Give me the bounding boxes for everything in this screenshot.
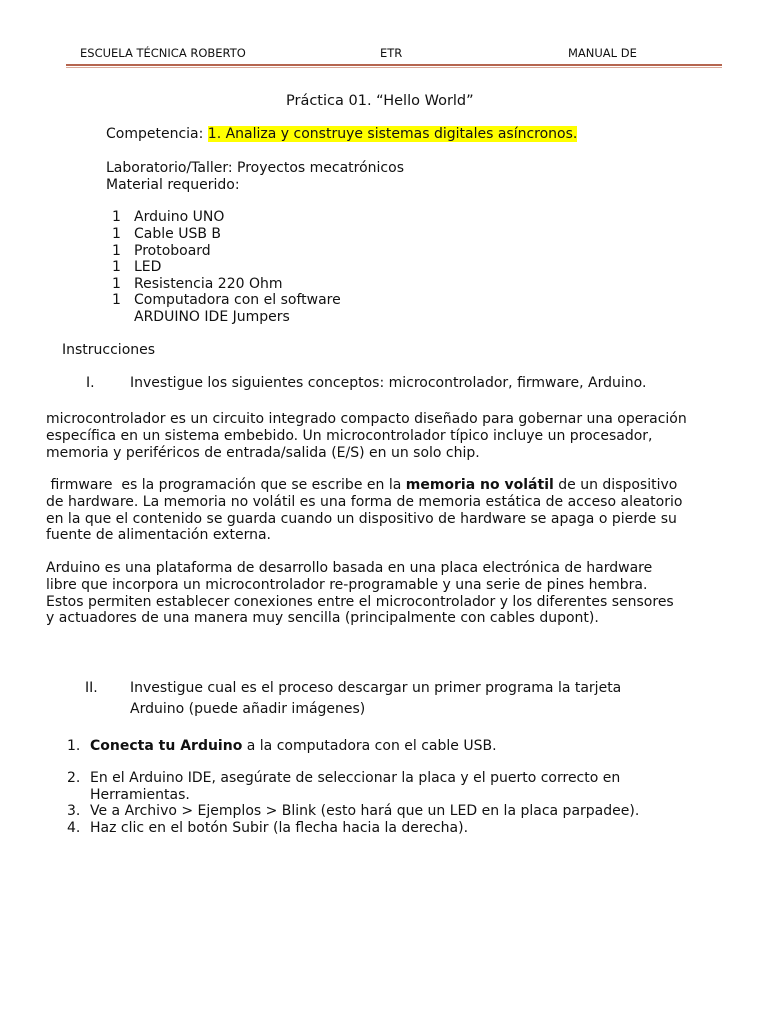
competencia-label: Competencia:: [106, 126, 208, 142]
step-1-bold: Conecta tu Arduino: [90, 738, 243, 754]
header-rule-thin: [66, 67, 722, 68]
step-number: 2.: [67, 770, 81, 786]
header-code: ETR: [380, 46, 403, 60]
material-name: Computadora con el software: [134, 292, 341, 308]
paragraph-line: específica en un sistema embebido. Un microcontrolador típico incluye un procesador,: [46, 427, 653, 444]
section-2-text-line-2: Arduino (puede añadir imágenes): [130, 701, 366, 717]
step-item-2: [67, 770, 620, 803]
material-label: Material requerido:: [106, 177, 240, 193]
laboratorio-line: Laboratorio/Taller: Proyectos mecatrónicos: [106, 160, 404, 176]
paragraph-line: libre que incorpora un microcontrolador re-programable y una serie de pines hembra.: [46, 576, 648, 593]
competencia-line: [106, 126, 577, 142]
firmware-text-pre: firmware es la programación que se escribe en la: [46, 477, 406, 493]
competencia-value: 1. Analiza y construye sistemas digitales asíncronos.: [207, 126, 578, 142]
material-name: Cable USB B: [134, 226, 221, 242]
paragraph-arduino: [46, 560, 746, 627]
header-rule: [66, 64, 722, 66]
paragraph-line: de hardware. La memoria no volátil es una forma de memoria estática de acceso aleatorio: [46, 493, 683, 510]
section-2-text-line-1: Investigue cual es el proceso descargar un primer programa la tarjeta: [130, 680, 622, 696]
material-name: Arduino UNO: [134, 209, 225, 225]
step-2-text: En el Arduino IDE, asegúrate de seleccionar la placa y el puerto correcto en: [90, 770, 621, 786]
section-2-number: II.: [85, 680, 98, 696]
material-qty: 1: [112, 259, 121, 275]
material-name: ARDUINO IDE Jumpers: [134, 309, 290, 325]
instrucciones-heading: Instrucciones: [62, 342, 156, 358]
material-name: Resistencia 220 Ohm: [134, 276, 283, 292]
header-school: ESCUELA TÉCNICA ROBERTO: [80, 46, 246, 60]
material-name: LED: [134, 259, 162, 275]
step-item-3: [67, 803, 639, 820]
firmware-bold-term: memoria no volátil: [405, 477, 554, 493]
step-item-4: [67, 820, 468, 837]
material-item: [112, 259, 161, 276]
paragraph-microcontrolador: [46, 411, 746, 461]
step-4-text: Haz clic en el botón Subir (la flecha hacia la derecha).: [90, 820, 469, 836]
paragraph-line: memoria y periféricos de entrada/salida (E/S) en un solo chip.: [46, 444, 480, 461]
material-item: [112, 276, 282, 293]
material-qty: 1: [112, 226, 121, 242]
paragraph-line: microcontrolador es un circuito integrado compacto diseñado para gobernar una operación: [46, 411, 687, 427]
page-title: Práctica 01. “Hello World”: [286, 93, 474, 109]
step-2-text-continuation: Herramientas.: [90, 786, 190, 803]
paragraph-line: fuente de alimentación externa.: [46, 527, 271, 544]
firmware-text-post: de un dispositivo: [553, 477, 678, 493]
paragraph-firmware: [46, 477, 746, 544]
header-manual: MANUAL DE: [568, 46, 637, 60]
step-1-text: a la computadora con el cable USB.: [242, 738, 497, 754]
material-qty: 1: [112, 209, 121, 225]
paragraph-line: y actuadores de una manera muy sencilla (principalmente con cables dupont).: [46, 610, 599, 627]
material-item: [112, 243, 211, 260]
material-item: [112, 226, 221, 243]
step-number: 1.: [67, 738, 81, 754]
step-number: 3.: [67, 803, 81, 819]
paragraph-line: en la que el contenido se guarda cuando un dispositivo de hardware se apaga o pierde su: [46, 510, 677, 527]
step-number: 4.: [67, 820, 81, 836]
paragraph-line: [46, 477, 746, 494]
step-item-1: [67, 738, 497, 755]
material-item: [112, 209, 224, 226]
section-1-text: Investigue los siguientes conceptos: microcontrolador, firmware, Arduino.: [130, 375, 647, 391]
material-qty: 1: [112, 276, 121, 292]
material-qty: 1: [112, 243, 121, 259]
paragraph-line: Estos permiten establecer conexiones entre el microcontrolador y los diferentes sensores: [46, 593, 674, 610]
material-item-continuation: [112, 309, 290, 326]
material-item: [112, 292, 341, 309]
material-qty: 1: [112, 292, 121, 308]
material-name: Protoboard: [134, 243, 211, 259]
paragraph-line: Arduino es una plataforma de desarrollo basada en una placa electrónica de hardware: [46, 560, 653, 576]
step-3-text: Ve a Archivo > Ejemplos > Blink (esto hará que un LED en la placa parpadee).: [90, 803, 640, 819]
section-1-number: I.: [86, 375, 95, 391]
